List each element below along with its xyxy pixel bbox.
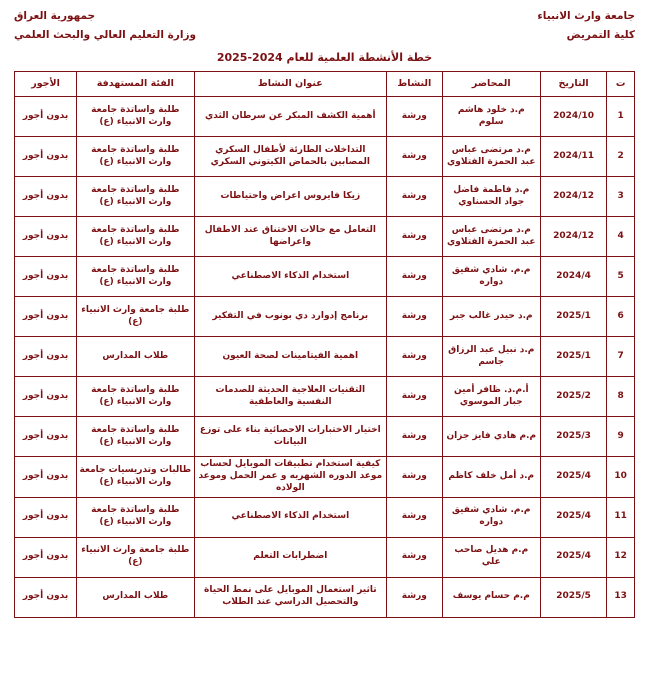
cell-text-idx: 10 — [614, 470, 627, 481]
cell-date — [540, 257, 606, 297]
cell-fee — [15, 177, 77, 217]
cell-text-target: طلبة واساتذة جامعة وارث الانبياء (ع) — [91, 264, 180, 287]
cell-text-idx: 12 — [614, 551, 627, 562]
cell-text-idx: 6 — [617, 310, 624, 321]
cell-target — [77, 457, 195, 498]
university-name: جامعة وارث الانبياء — [537, 10, 635, 22]
cell-lecturer — [442, 417, 540, 457]
cell-date — [540, 177, 606, 217]
table-row — [15, 337, 635, 377]
cell-text-idx: 4 — [617, 230, 624, 241]
cell-text-act_title: برنامج إدوارد دي بونوب في التفكير — [212, 310, 369, 321]
cell-target — [77, 497, 195, 537]
table-row — [15, 577, 635, 617]
cell-act_title — [194, 177, 386, 217]
header-left-block — [14, 10, 196, 41]
cell-text-lecturer: م.م. شادي شفيق دواره — [452, 505, 531, 528]
cell-lecturer — [442, 337, 540, 377]
cell-act_title — [194, 337, 386, 377]
cell-text-fee: بدون أجور — [22, 430, 69, 441]
cell-text-fee: بدون أجور — [22, 150, 69, 161]
cell-lecturer — [442, 377, 540, 417]
cell-text-fee: بدون أجور — [22, 270, 69, 281]
cell-fee — [15, 337, 77, 377]
cell-lecturer — [442, 257, 540, 297]
table-header-row — [15, 72, 635, 97]
country-name: جمهورية العراق — [14, 10, 96, 22]
college-name: كلية التمريض — [566, 29, 635, 41]
cell-text-lecturer: م.د مرتضى عباس عبد الحمزة الفتلاوي — [447, 224, 536, 247]
cell-idx — [607, 297, 635, 337]
cell-date — [540, 497, 606, 537]
cell-text-activity: ورشة — [401, 110, 427, 121]
cell-text-target: طلبة واساتذة جامعة وارث الانبياء (ع) — [91, 184, 180, 207]
cell-target — [77, 337, 195, 377]
cell-date — [540, 577, 606, 617]
cell-date — [540, 537, 606, 577]
cell-text-activity: ورشة — [401, 350, 427, 361]
cell-fee — [15, 417, 77, 457]
cell-target — [77, 577, 195, 617]
table-body — [15, 97, 635, 618]
col-header-index: ت — [607, 72, 635, 97]
cell-act_title — [194, 537, 386, 577]
cell-idx — [607, 537, 635, 577]
cell-text-activity: ورشة — [401, 230, 427, 241]
table-header — [15, 72, 635, 97]
cell-text-activity: ورشة — [401, 190, 427, 201]
cell-text-idx: 13 — [614, 591, 627, 602]
cell-text-lecturer: م.د نبيل عبد الرزاق جاسم — [448, 344, 535, 367]
cell-text-date: 2025/4 — [556, 511, 591, 522]
cell-fee — [15, 217, 77, 257]
cell-lecturer — [442, 97, 540, 137]
cell-text-act_title: استخدام الذكاء الاصطناعي — [231, 511, 350, 522]
cell-text-lecturer: م.م حسام يوسف — [452, 591, 530, 602]
cell-text-date: 2025/4 — [556, 470, 591, 481]
col-header-activity: النشاط — [387, 72, 443, 97]
cell-target — [77, 537, 195, 577]
cell-lecturer — [442, 137, 540, 177]
cell-idx — [607, 577, 635, 617]
cell-idx — [607, 457, 635, 498]
cell-text-target: طلاب المدارس — [102, 591, 169, 602]
cell-activity — [387, 217, 443, 257]
cell-activity — [387, 97, 443, 137]
cell-text-target: طلاب المدارس — [102, 350, 169, 361]
cell-act_title — [194, 417, 386, 457]
cell-text-act_title: زيكا فايروس اعراض واحتياطات — [220, 190, 361, 201]
cell-idx — [607, 137, 635, 177]
cell-lecturer — [442, 537, 540, 577]
cell-activity — [387, 497, 443, 537]
cell-text-date: 2024/11 — [553, 150, 595, 161]
cell-text-lecturer: م.م. شادي شفيق دواره — [452, 264, 531, 287]
cell-text-lecturer: م.د مرتضى عباس عبد الحمزة الفتلاوي — [447, 144, 536, 167]
cell-date — [540, 217, 606, 257]
cell-act_title — [194, 257, 386, 297]
col-header-fee: الأجور — [15, 72, 77, 97]
table-row — [15, 297, 635, 337]
cell-idx — [607, 177, 635, 217]
cell-activity — [387, 417, 443, 457]
cell-lecturer — [442, 577, 540, 617]
cell-text-date: 2024/4 — [556, 270, 591, 281]
table-row — [15, 217, 635, 257]
cell-text-target: طلبة واساتذة جامعة وارث الانبياء (ع) — [91, 505, 180, 528]
page-title: خطة الأنشطة العلمية للعام 2024-2025 — [216, 51, 433, 64]
cell-text-idx: 9 — [617, 430, 624, 441]
cell-text-idx: 2 — [617, 150, 624, 161]
cell-text-activity: ورشة — [401, 270, 427, 281]
cell-text-fee: بدون أجور — [22, 310, 69, 321]
cell-text-fee: بدون أجور — [22, 470, 69, 481]
cell-date — [540, 137, 606, 177]
cell-text-lecturer: م.م هديل صاحب علي — [454, 545, 529, 568]
table-row — [15, 257, 635, 297]
cell-activity — [387, 577, 443, 617]
cell-date — [540, 97, 606, 137]
header-right-block — [537, 10, 635, 41]
col-header-target-group: الفئة المستهدفة — [77, 72, 195, 97]
cell-idx — [607, 97, 635, 137]
cell-text-act_title: اختيار الاختبارات الاحصائية بناء على توزع البيانات — [199, 424, 381, 447]
cell-text-activity: ورشة — [401, 511, 427, 522]
cell-text-activity: ورشة — [401, 591, 427, 602]
cell-fee — [15, 577, 77, 617]
cell-fee — [15, 257, 77, 297]
cell-act_title — [194, 577, 386, 617]
cell-fee — [15, 497, 77, 537]
cell-text-act_title: كيفية استخدام تطبيقات الموبايل لحساب موعد الدوره الشهريه و عمر الحمل وموعد الولاده — [198, 459, 383, 493]
activities-table — [14, 71, 635, 618]
cell-date — [540, 337, 606, 377]
cell-fee — [15, 137, 77, 177]
col-header-date: التاريخ — [540, 72, 606, 97]
cell-text-fee: بدون أجور — [22, 350, 69, 361]
cell-target — [77, 137, 195, 177]
col-header-activity-title: عنوان النشاط — [194, 72, 386, 97]
cell-date — [540, 417, 606, 457]
cell-text-target: طلبة واساتذة جامعة وارث الانبياء (ع) — [91, 224, 180, 247]
table-row — [15, 97, 635, 137]
cell-text-fee: بدون أجور — [22, 591, 69, 602]
cell-text-activity: ورشة — [401, 390, 427, 401]
cell-text-target: طلبة جامعة وارث الانبياء (ع) — [81, 304, 190, 327]
cell-text-act_title: التداخلات الطارئة لأطفال السكري المصابين بالحماض الكيتوني السكري — [210, 144, 370, 167]
cell-text-target: طلبة واساتذة جامعة وارث الانبياء (ع) — [91, 104, 180, 127]
cell-text-act_title: اضطرابات التعلم — [253, 551, 328, 562]
cell-lecturer — [442, 217, 540, 257]
cell-text-activity: ورشة — [401, 310, 427, 321]
cell-text-date: 2024/10 — [553, 110, 595, 121]
cell-text-date: 2025/3 — [556, 430, 591, 441]
cell-act_title — [194, 137, 386, 177]
cell-idx — [607, 417, 635, 457]
cell-text-act_title: استخدام الذكاء الاصطناعي — [231, 270, 350, 281]
cell-text-target: طلبة جامعة وارث الانبياء (ع) — [81, 545, 190, 568]
cell-text-date: 2025/5 — [556, 591, 591, 602]
cell-text-fee: بدون أجور — [22, 230, 69, 241]
cell-act_title — [194, 297, 386, 337]
cell-text-idx: 3 — [617, 190, 624, 201]
cell-text-lecturer: م.د حيدر غالب جبر — [449, 310, 533, 321]
cell-idx — [607, 377, 635, 417]
document-header — [14, 10, 635, 41]
table-row — [15, 137, 635, 177]
cell-text-fee: بدون أجور — [22, 551, 69, 562]
cell-text-fee: بدون أجور — [22, 190, 69, 201]
cell-text-activity: ورشة — [401, 470, 427, 481]
cell-idx — [607, 257, 635, 297]
cell-activity — [387, 137, 443, 177]
cell-text-lecturer: م.م هادي فايز جزان — [446, 430, 537, 441]
cell-activity — [387, 537, 443, 577]
cell-idx — [607, 497, 635, 537]
cell-text-target: طلبة واساتذة جامعة وارث الانبياء (ع) — [91, 144, 180, 167]
cell-text-date: 2025/1 — [556, 310, 591, 321]
cell-text-idx: 7 — [617, 350, 624, 361]
cell-target — [77, 177, 195, 217]
cell-lecturer — [442, 297, 540, 337]
cell-text-date: 2024/12 — [553, 190, 595, 201]
cell-idx — [607, 217, 635, 257]
col-header-lecturer: المحاضر — [442, 72, 540, 97]
cell-fee — [15, 537, 77, 577]
cell-text-date: 2024/12 — [553, 230, 595, 241]
table-row — [15, 537, 635, 577]
cell-text-idx: 1 — [617, 110, 624, 121]
cell-text-lecturer: م.د فاطمة فاضل جواد الحسناوي — [453, 184, 530, 207]
ministry-name: وزارة التعليم العالي والبحث العلمي — [14, 29, 197, 41]
table-row — [15, 457, 635, 498]
cell-target — [77, 257, 195, 297]
cell-text-activity: ورشة — [401, 551, 427, 562]
cell-fee — [15, 97, 77, 137]
cell-text-target: طلبة واساتذة جامعة وارث الانبياء (ع) — [91, 424, 180, 447]
table-row — [15, 497, 635, 537]
cell-text-fee: بدون أجور — [22, 511, 69, 522]
cell-date — [540, 377, 606, 417]
cell-text-act_title: اهمية الفيتامينات لصحة العيون — [222, 350, 359, 361]
cell-activity — [387, 257, 443, 297]
cell-text-idx: 8 — [617, 390, 624, 401]
cell-act_title — [194, 457, 386, 498]
cell-text-date: 2025/1 — [556, 350, 591, 361]
cell-text-idx: 11 — [614, 511, 627, 522]
cell-activity — [387, 457, 443, 498]
cell-target — [77, 417, 195, 457]
cell-text-act_title: التقنيات العلاجية الحديثة للصدمات النفسية والعاطفية — [215, 384, 366, 407]
cell-target — [77, 97, 195, 137]
cell-fee — [15, 457, 77, 498]
cell-text-act_title: تاثير استعمال الموبايل على نمط الحياة والتحصيل الدراسي عند الطلاب — [204, 585, 377, 608]
cell-idx — [607, 337, 635, 377]
cell-lecturer — [442, 457, 540, 498]
cell-act_title — [194, 97, 386, 137]
cell-text-activity: ورشة — [401, 150, 427, 161]
cell-text-target: طالبات وتدريسيات جامعة وارث الانبياء (ع) — [79, 464, 192, 487]
cell-target — [77, 297, 195, 337]
cell-act_title — [194, 497, 386, 537]
cell-text-date: 2025/2 — [556, 390, 591, 401]
cell-fee — [15, 297, 77, 337]
cell-activity — [387, 377, 443, 417]
cell-text-lecturer: م.د أمل خلف كاظم — [448, 470, 535, 481]
cell-activity — [387, 337, 443, 377]
table-row — [15, 377, 635, 417]
cell-date — [540, 297, 606, 337]
cell-text-idx: 5 — [617, 270, 624, 281]
cell-text-fee: بدون أجور — [22, 390, 69, 401]
cell-act_title — [194, 377, 386, 417]
cell-act_title — [194, 217, 386, 257]
cell-activity — [387, 177, 443, 217]
table-row — [15, 177, 635, 217]
table-row — [15, 417, 635, 457]
cell-text-activity: ورشة — [401, 430, 427, 441]
cell-text-act_title: التعامل مع حالات الاختناق عند الاطفال واعراضها — [204, 224, 376, 247]
cell-text-lecturer: أ.م.د. ظافر أمين جبار الموسوي — [453, 384, 529, 407]
cell-activity — [387, 297, 443, 337]
cell-target — [77, 377, 195, 417]
cell-lecturer — [442, 177, 540, 217]
cell-text-lecturer: م.د خلود هاشم سلوم — [457, 104, 525, 127]
cell-text-date: 2025/4 — [556, 551, 591, 562]
cell-text-act_title: أهمية الكشف المبكر عن سرطان الثدي — [205, 110, 376, 121]
cell-text-fee: بدون أجور — [22, 110, 69, 121]
cell-date — [540, 457, 606, 498]
cell-target — [77, 217, 195, 257]
cell-fee — [15, 377, 77, 417]
cell-lecturer — [442, 497, 540, 537]
cell-text-target: طلبة واساتذة جامعة وارث الانبياء (ع) — [91, 384, 180, 407]
